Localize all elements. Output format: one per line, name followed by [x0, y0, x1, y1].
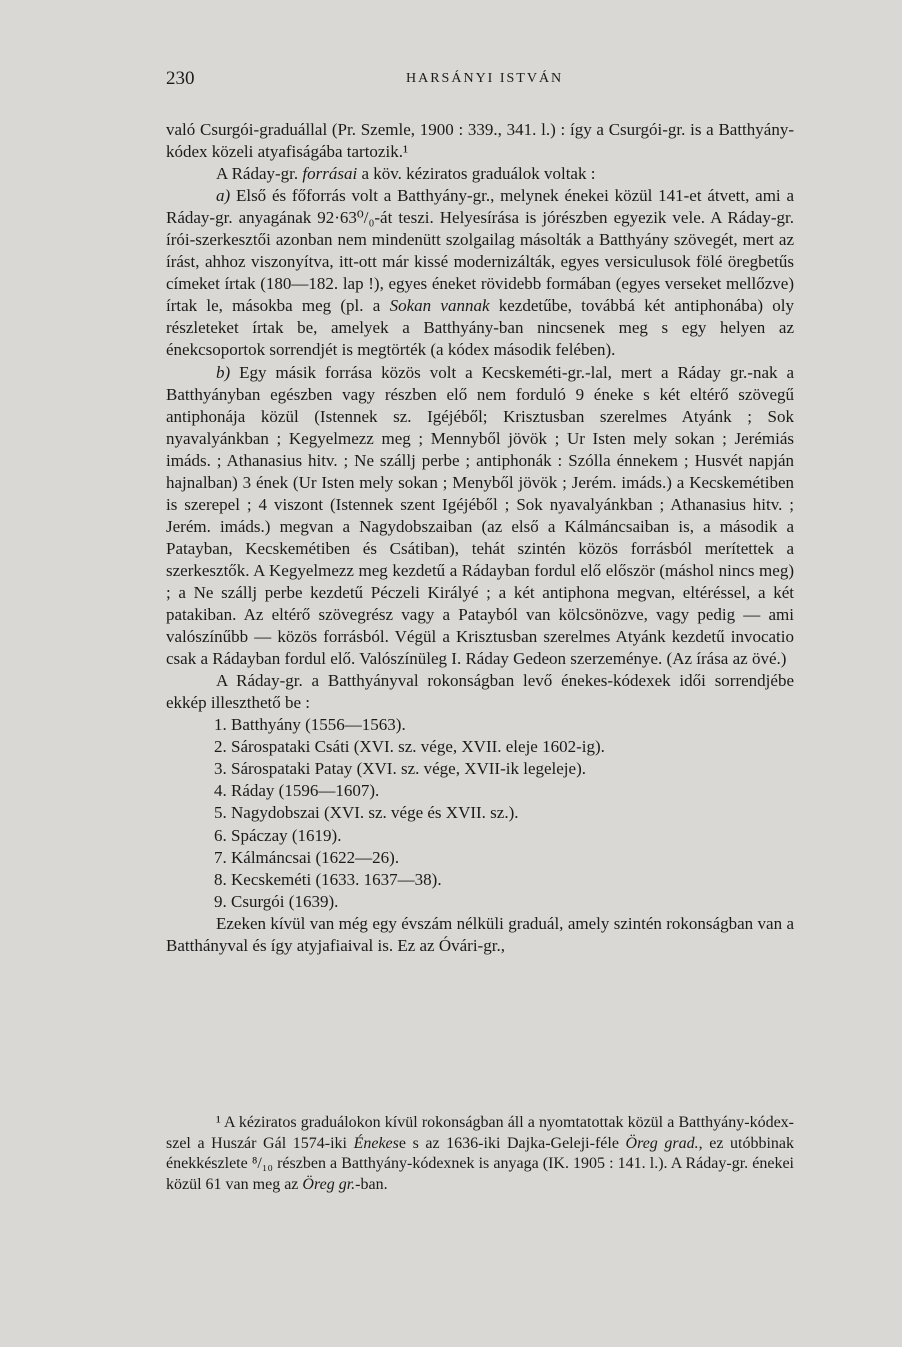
source-a-text-2: kezdetűbe, továbbá két antiphonába) oly részleteket írtak be, amelyek a Batthyány-ban nincsenek meg s egy helyen az énekcsoportok sorrendjét is megtörték (a kódex második felében).: [166, 296, 794, 360]
codex-chronology-list: [166, 714, 794, 912]
footnote-text-4: -ban.: [355, 1175, 388, 1193]
list-item: 1. Batthyány (1556—1563).: [214, 715, 406, 735]
sources-emphasis: forrásai: [302, 164, 358, 184]
list-item: 4. Ráday (1596—1607).: [214, 781, 380, 801]
list-item: 7. Kálmáncsai (1622—26).: [214, 847, 400, 867]
footnote-emphasis-3: Öreg gr.: [302, 1175, 356, 1193]
footnote-emphasis-2: Öreg grad.: [625, 1134, 699, 1152]
source-b-text: Egy másik forrása közös volt a Kecskeméti-gr.-lal, mert a Ráday gr.-nak a Batthyányban egészben vagy részben elő nem forduló 9 éneke s két eltérő szövegű antiphonája közül (Istennek sz. Igéjéből; Krisztusban szerelmes Atyánk ; Sok nyavalyánkban ; Kegyelmezz meg ; Mennyből jövök ; Ur Isten mely sokan ; Jerémiás imáds. ; Athanasius hitv. ; Ne szállj perbe ; antiphonák : Szólla énnekem ; Husvét napján hajnalban) 3 ének (Ur Isten mely sokan ; Menyből jövök ; Jerém. imáds.) a Kecskemétiben is szerepel ; 4 viszont (Istennek szent Igéjéből ; Sok nyavalyánkban ; Athanasius hitv. ; Jerém. imáds.) megvan a Nagydobszaiban (az első a Kálmáncsaiban is, a második a Patayban, Kecskemétiben és Csátiban), tehát szintén közös forrásból merítettek a szerkesztők. A Kegyelmezz meg kezdetű a Rádayban fordul elő először (máshol nincs meg) ; a Ne szállj perbe kezdetű Péczeli Királyé ; a két antiphona megvan, eltéréssel, a két patakiban. Az eltérő szövegrész vagy a Patayból van kölcsönözve, vagy pedig — ami valószínűbb — közös forrásból. Végül a Krisztusban szerelmes Atyánk kezdetű invocatio csak a Rádayban fordul elő. Valószínüleg I. Ráday Gedeon szerzeménye. (Az írása az övé.): [166, 362, 794, 669]
sources-intro-tail: a köv. kéziratos graduálok voltak :: [357, 164, 596, 184]
source-a-text: Első és főforrás volt a Batthyány-gr., melynek énekei közül 141-et átvett, ami a Ráday-gr. anyagának 92·63⁰/₀-át teszi. Helyesírása is jórészben egyezik vele. A Ráday-gr. írói-szerkesztői azonban nem mindenütt szolgailag másolták a Batthyány szövegét, mert az írást, ahhoz viszonyítva, itt-ott már kissé modernizálták, egyes versiculusok fölé öregbetűs címeket írtak (180—182. lap !), egyes éneket rövidebb formában (egyes verseket mellőzve) írtak le, másokba meg (pl. a: [166, 186, 794, 316]
running-title: HARSÁNYI ISTVÁN: [406, 71, 564, 86]
paragraph-sources-intro: [166, 163, 794, 185]
list-item: 6. Spáczay (1619).: [214, 825, 342, 845]
page-header: [166, 68, 796, 92]
paragraph-continuation: való Csurgói-graduállal (Pr. Szemle, 1900 : 339., 341. l.) : így a Csurgói-gr. is a Batthyány-kódex közeli atyafiságába tartozik.¹: [166, 120, 794, 162]
source-a-label: a): [216, 186, 231, 206]
paragraph-source-a: [166, 185, 794, 361]
list-item: 8. Kecskeméti (1633. 1637—38).: [214, 869, 442, 889]
paragraph-source-b: [166, 362, 794, 671]
source-b-label: b): [216, 362, 231, 382]
list-item: 3. Sárospataki Patay (XVI. sz. vége, XVII-ik legeleje).: [214, 759, 586, 779]
footnote-text-2: e s az 1636-iki Dajka-Geleji-féle: [398, 1134, 626, 1152]
paragraph-ovari: Ezeken kívül van még egy évszám nélküli graduál, amely szintén rokonságban van a Batthányval és így atyjafiaival is. Ez az Óvári-gr.,: [166, 913, 794, 955]
paragraph-chronology-intro: A Ráday-gr. a Batthyányval rokonságban levő énekes-kódexek idői sorrendjébe ekkép illeszthető be :: [166, 671, 794, 713]
list-item: 2. Sárospataki Csáti (XVI. sz. vége, XVII. eleje 1602-ig).: [214, 737, 605, 757]
source-a-emphasis: Sokan vannak: [389, 296, 490, 316]
footnote-text-3: , ez utóbbinak énekkészlete ⁸/₁₀ részben a Batthyány-kódexnek is anyaga (IK. 1905 : 141. l.). A Ráday-gr. énekei közül 61 van meg az: [166, 1134, 795, 1193]
list-item: 9. Csurgói (1639).: [214, 891, 339, 911]
footnote: [166, 1113, 794, 1195]
footnote-text-1: ¹ A kéziratos graduálokon kívül rokonságban áll a nyomtatottak közül a Batthyány-kódex-szel a Huszár Gál 1574-iki: [166, 1114, 794, 1152]
sources-intro-text: A Ráday-gr.: [216, 164, 303, 184]
page-number: 230: [166, 68, 195, 89]
footnote-emphasis-1: Énekes: [353, 1134, 399, 1152]
list-item: 5. Nagydobszai (XVI. sz. vége és XVII. sz.).: [214, 803, 519, 823]
body-text: [166, 119, 794, 957]
